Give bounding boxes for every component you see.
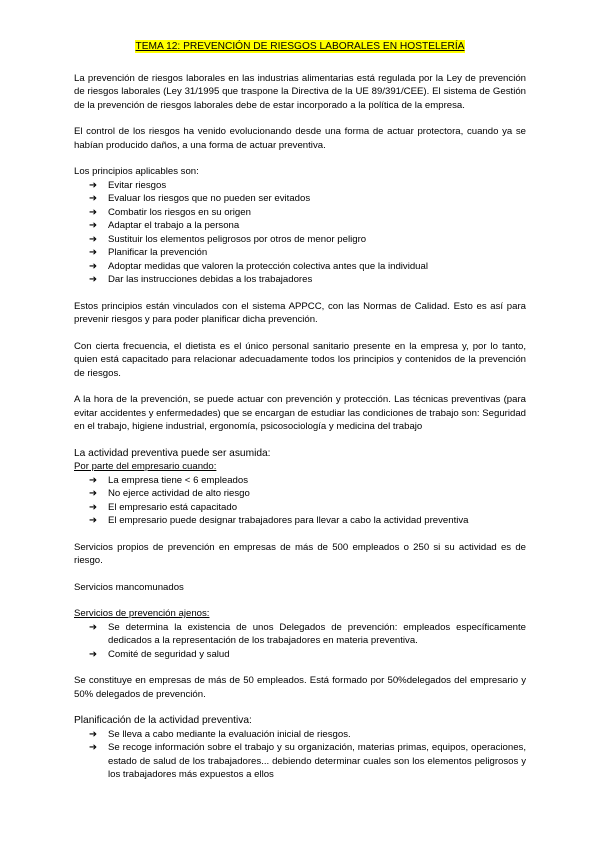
document-title: TEMA 12: PREVENCIÓN DE RIESGOS LABORALES EN HOSTELERÍA xyxy=(135,41,465,52)
list-item-text: Adaptar el trabajo a la persona xyxy=(108,220,240,231)
list-item-text: El empresario está capacitado xyxy=(108,501,238,513)
joint-services-paragraph: Servicios mancomunados xyxy=(74,581,184,593)
external-services-list xyxy=(74,621,526,662)
arrow-icon: ➔ xyxy=(89,247,98,258)
arrow-icon: ➔ xyxy=(89,742,98,753)
appcc-paragraph: Estos principios están vinculados con el sistema APPCC, con las Normas de Calidad. Esto es así para prevenir riesgos y para poder planificar dicha prevención. xyxy=(74,300,526,325)
principles-intro: Los principios aplicables son: xyxy=(74,166,199,177)
list-item-text: Dar las instrucciones debidas a los trabajadores xyxy=(108,274,313,285)
arrow-icon: ➔ xyxy=(89,220,98,231)
planning-heading: Planificación de la actividad preventiva: xyxy=(74,715,252,726)
list-item-text: Planificar la prevención xyxy=(108,247,208,258)
list-item-text: Evaluar los riesgos que no pueden ser evitados xyxy=(108,193,311,204)
list-item xyxy=(74,514,526,528)
list-item-text: Se recoge información sobre el trabajo y su organización, materias primas, equipos, operaciones, estado de salud de los trabajadores... debiendo determinar cuales son los elementos peligrosos y los trabajadores más expuestos a ellos xyxy=(108,742,526,780)
list-item-text: El empresario puede designar trabajadores para llevar a cabo la actividad preventiva xyxy=(108,515,469,526)
arrow-icon: ➔ xyxy=(89,501,98,513)
list-item xyxy=(74,246,526,260)
list-item-text: No ejerce actividad de alto riesgo xyxy=(108,488,250,499)
arrow-icon: ➔ xyxy=(89,515,98,526)
list-item xyxy=(74,487,526,501)
list-item xyxy=(74,206,526,220)
list-item xyxy=(74,179,526,193)
title-wrap xyxy=(74,40,526,54)
list-item xyxy=(74,219,526,233)
list-item xyxy=(74,192,526,206)
list-item-text: Adoptar medidas que valoren la protección colectiva antes que la individual xyxy=(108,260,428,272)
intro-paragraph: La prevención de riesgos laborales en las industrias alimentarias está regulada por la Ley de prevención de riesgos laborales (Ley 31/1995 que traspone la Directiva de la UE 89/391/CEE). El sistema de Gestión de la prevención de riesgos laborales debe de estar incorporado a la política de la empresa. xyxy=(74,72,526,111)
employer-list xyxy=(74,474,526,528)
list-item-text: Se lleva a cabo mediante la evaluación inicial de riesgos. xyxy=(108,728,351,740)
arrow-icon: ➔ xyxy=(89,474,98,486)
arrow-icon: ➔ xyxy=(89,621,98,633)
list-item xyxy=(74,621,526,648)
arrow-icon: ➔ xyxy=(89,648,98,660)
list-item xyxy=(74,233,526,247)
list-item xyxy=(74,273,526,287)
list-item-text: Evitar riesgos xyxy=(108,179,167,191)
arrow-icon: ➔ xyxy=(89,728,98,740)
risk-control-paragraph: El control de los riesgos ha venido evolucionando desde una forma de actuar protectora, cuando ya se habían producido daños, a una forma de actuar preventiva. xyxy=(74,126,526,151)
arrow-icon: ➔ xyxy=(89,274,98,285)
dietitian-paragraph: Con cierta frecuencia, el dietista es el único personal sanitario presente en la empresa y, por lo tanto, quien está capacitado para relacionar adecuadamente todos los principios y contenidos de la prevención de riesgos. xyxy=(74,340,526,379)
arrow-icon: ➔ xyxy=(89,233,98,245)
arrow-icon: ➔ xyxy=(89,193,98,204)
list-item xyxy=(74,728,526,742)
list-item-text: Combatir los riesgos en su origen xyxy=(108,206,251,218)
list-item-text: Comité de seguridad y salud xyxy=(108,648,230,660)
external-services-heading: Servicios de prevención ajenos: xyxy=(74,608,210,619)
list-item xyxy=(74,741,526,782)
arrow-icon: ➔ xyxy=(89,206,98,218)
employer-heading: Por parte del empresario cuando: xyxy=(74,461,217,472)
own-services-paragraph: Servicios propios de prevención en empresas de más de 500 empleados o 250 si su actividad es de riesgo. xyxy=(74,541,526,566)
planning-list xyxy=(74,728,526,782)
list-item xyxy=(74,501,526,515)
list-item xyxy=(74,260,526,274)
list-item xyxy=(74,474,526,488)
list-item-text: La empresa tiene < 6 empleados xyxy=(108,474,248,486)
arrow-icon: ➔ xyxy=(89,260,98,272)
arrow-icon: ➔ xyxy=(89,488,98,499)
arrow-icon: ➔ xyxy=(89,179,98,191)
list-item-text: Se determina la existencia de unos Delegados de prevención: empleados específicamente dedicados a la representación de los trabajadores en materia preventiva. xyxy=(108,621,526,646)
committee-paragraph: Se constituye en empresas de más de 50 empleados. Está formado por 50%delegados del empresario y 50% delegados de prevención. xyxy=(74,675,526,700)
activity-heading: La actividad preventiva puede ser asumida: xyxy=(74,447,271,459)
principles-list xyxy=(74,179,526,287)
document-page xyxy=(74,40,526,795)
list-item-text: Sustituir los elementos peligrosos por otros de menor peligro xyxy=(108,233,367,245)
techniques-paragraph: A la hora de la prevención, se puede actuar con prevención y protección. Las técnicas preventivas (para evitar accidentes y enfermedades) que se encargan de estudiar las condiciones de trabajo son: Seguridad en el trabajo, higiene industrial, ergonomía, psicosociología y medicina del trabajo xyxy=(74,394,526,432)
list-item xyxy=(74,648,526,662)
